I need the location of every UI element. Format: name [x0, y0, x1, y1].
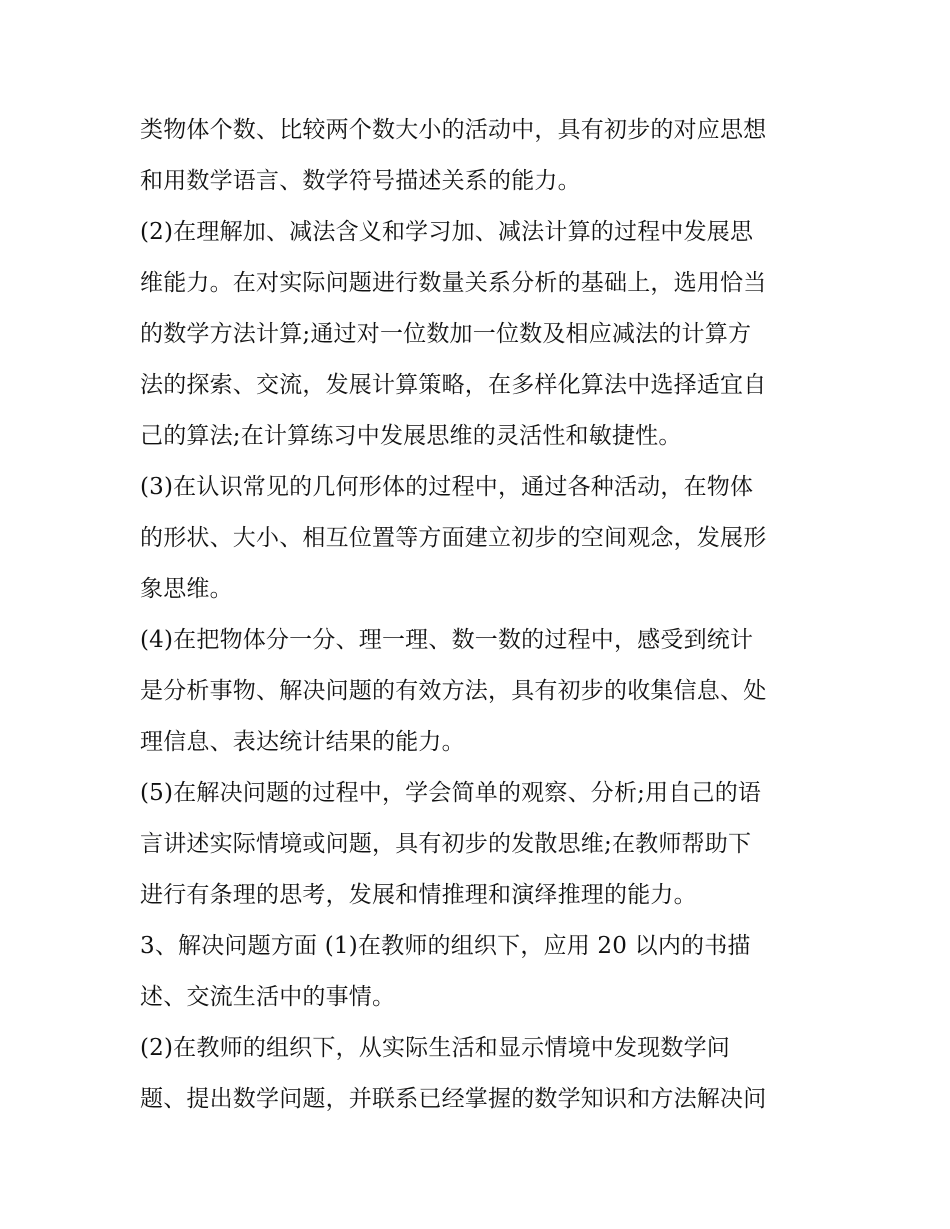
- text-line: 进行有条理的思考，发展和情推理和演绎推理的能力。: [140, 882, 697, 908]
- text-line: 题、提出数学问题，并联系已经掌握的数学知识和方法解决问: [140, 1086, 767, 1112]
- text-line: 维能力。在对实际问题进行数量关系分析的基础上，选用恰当: [140, 270, 767, 296]
- text-line: 的形状、大小、相互位置等方面建立初步的空间观念，发展形: [140, 525, 767, 551]
- text-line: (2)在教师的组织下，从实际生活和显示情境中发现数学问: [140, 1035, 730, 1061]
- text-line: 是分析事物、解决问题的有效方法，具有初步的收集信息、处: [140, 678, 767, 704]
- body-text: [140, 105, 830, 1125]
- text-line: 的数学方法计算;通过对一位数加一位数及相应减法的计算方: [140, 321, 752, 347]
- text-line: (4)在把物体分一分、理一理、数一数的过程中，感受到统计: [140, 627, 754, 653]
- text-line: 类物体个数、比较两个数大小的活动中，具有初步的对应思想: [140, 117, 767, 143]
- text-line: 言讲述实际情境或问题，具有初步的发散思维;在教师帮助下: [140, 831, 752, 857]
- text-line: (5)在解决问题的过程中，学会简单的观察、分析;用自己的语: [140, 780, 762, 806]
- text-line: 述、交流生活中的事情。: [140, 984, 396, 1010]
- text-line: 和用数学语言、数学符号描述关系的能力。: [140, 168, 581, 194]
- text-line: 法的探索、交流，发展计算策略，在多样化算法中选择适宜自: [140, 372, 767, 398]
- text-line: 3、解决问题方面 (1)在教师的组织下，应用 20 以内的书描: [140, 933, 751, 959]
- text-line: 己的算法;在计算练习中发展思维的灵活性和敏捷性。: [140, 423, 682, 449]
- text-line: 象思维。: [140, 576, 233, 602]
- text-line: (3)在认识常见的几何形体的过程中，通过各种活动，在物体: [140, 474, 754, 500]
- text-line: (2)在理解加、减法含义和学习加、减法计算的过程中发展思: [140, 219, 754, 245]
- text-line: 理信息、表达统计结果的能力。: [140, 729, 465, 755]
